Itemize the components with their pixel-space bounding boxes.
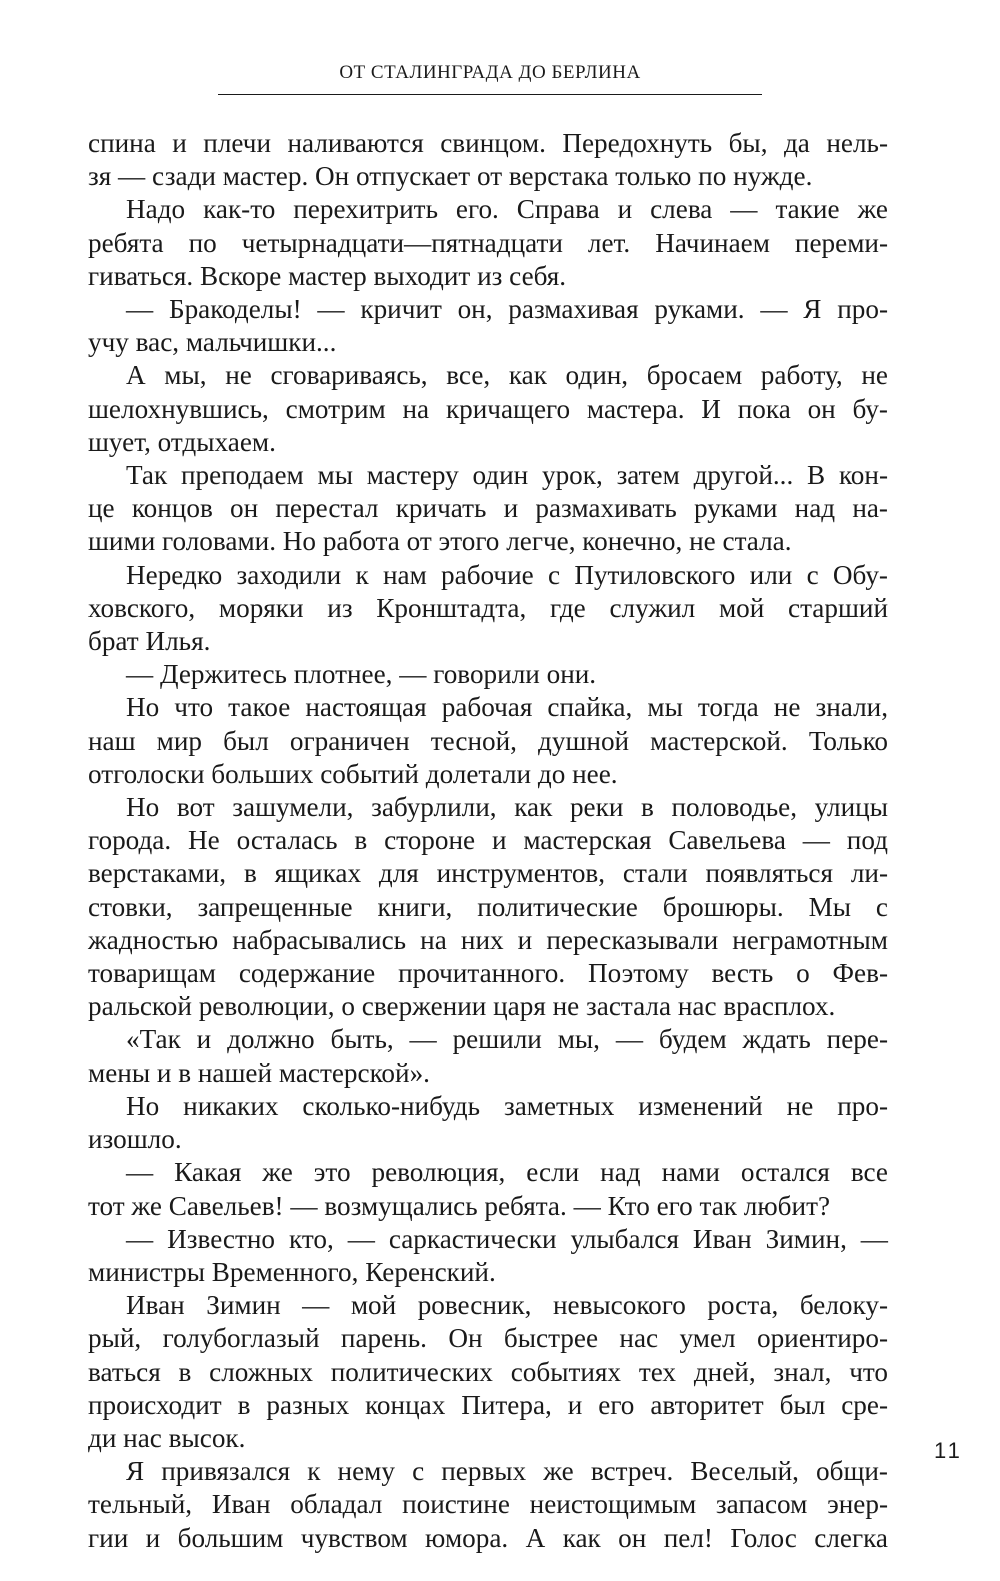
text-line: — Известно кто, — саркастически улыбался Иван Зимин, — [126, 1223, 888, 1254]
page-number: 11 [934, 1438, 963, 1463]
text-line: мены и в нашей мастерской». [88, 1057, 430, 1088]
text-line: происходит в разных концах Питера, и его авторитет был сре- [88, 1389, 888, 1420]
text-line: жадностью набрасывались на них и пересказывали неграмотным [88, 924, 888, 955]
text-line: учу вас, мальчишки... [88, 327, 337, 358]
text-line: отголоски больших событий долетали до нее. [88, 758, 618, 789]
text-line: министры Временного, Керенский. [88, 1256, 496, 1287]
body-text [88, 127, 888, 1555]
text-line: — Какая же это революция, если над нами остался все [126, 1157, 888, 1188]
text-line: брат Илья. [88, 626, 211, 657]
text-line: ребята по четырнадцати—пятнадцати лет. Начинаем переми- [88, 227, 888, 258]
text-line: изошло. [88, 1124, 182, 1155]
text-line: гии и большим чувством юмора. А как он пел! Голос слегка [88, 1522, 888, 1553]
text-line: гиваться. Вскоре мастер выходит из себя. [88, 260, 567, 291]
text-line: ваться в сложных политических событиях тех дней, знал, что [88, 1356, 888, 1387]
text-line: стовки, запрещенные книги, политические брошюры. Мы с [88, 891, 888, 922]
text-line: товарищам содержание прочитанного. Поэтому весть о Фев- [88, 958, 888, 989]
text-line: зя — сзади мастер. Он отпускает от верстака только по нужде. [88, 161, 813, 192]
text-line: А мы, не сговариваясь, все, как один, бросаем работу, не [126, 360, 888, 391]
text-line: ральской революции, о свержении царя не застала нас врасплох. [88, 991, 836, 1022]
text-line: — Бракоделы! — кричит он, размахивая руками. — Я про- [126, 294, 888, 325]
text-line: — Держитесь плотнее, — говорили они. [126, 659, 597, 690]
text-line: ди нас высок. [88, 1422, 246, 1453]
text-line: шует, отдыхаем. [88, 426, 276, 457]
text-line: тельный, Иван обладал поистине неистощимым запасом энер- [88, 1489, 888, 1520]
text-line: Иван Зимин — мой ровесник, невысокого роста, белоку- [126, 1290, 888, 1321]
text-line: верстаками, в ящиках для инструментов, стали появляться ли- [88, 858, 888, 889]
text-line: Я привязался к нему с первых же встреч. Веселый, общи- [126, 1456, 888, 1487]
text-line: города. Не осталась в стороне и мастерская Савельева — под [88, 825, 888, 856]
text-line: це концов он перестал кричать и размахивать руками над на- [88, 493, 888, 524]
text-line: Нередко заходили к нам рабочие с Путиловского или с Обу- [126, 559, 888, 590]
text-line: Но вот зашумели, забурлили, как реки в половодье, улицы [126, 792, 888, 823]
text-line: Но никаких сколько-нибудь заметных изменений не про- [126, 1090, 888, 1121]
text-line: шими головами. Но работа от этого легче, конечно, не стала. [88, 526, 792, 557]
running-head: ОТ СТАЛИНГРАДА ДО БЕРЛИНА [218, 62, 762, 95]
text-line: «Так и должно быть, — решили мы, — будем ждать пере- [126, 1024, 888, 1055]
text-line: рый, голубоглазый парень. Он быстрее нас умел ориентиро- [88, 1323, 888, 1354]
text-line: ховского, моряки из Кронштадта, где служил мой старший [88, 592, 888, 623]
text-line: Надо как-то перехитрить его. Справа и слева — такие же [126, 194, 888, 225]
text-line: шелохнувшись, смотрим на кричащего мастера. И пока он бу- [88, 393, 888, 424]
text-line: Но что такое настоящая рабочая спайка, мы тогда не знали, [126, 692, 888, 723]
text-line: спина и плечи наливаются свинцом. Передохнуть бы, да нель- [88, 128, 888, 158]
text-line: Так преподаем мы мастеру один урок, затем другой... В кон- [126, 460, 888, 491]
text-line: наш мир был ограничен тесной, душной мастерской. Только [88, 725, 888, 756]
text-line: тот же Савельев! — возмущались ребята. — Кто его так любит? [88, 1190, 831, 1221]
